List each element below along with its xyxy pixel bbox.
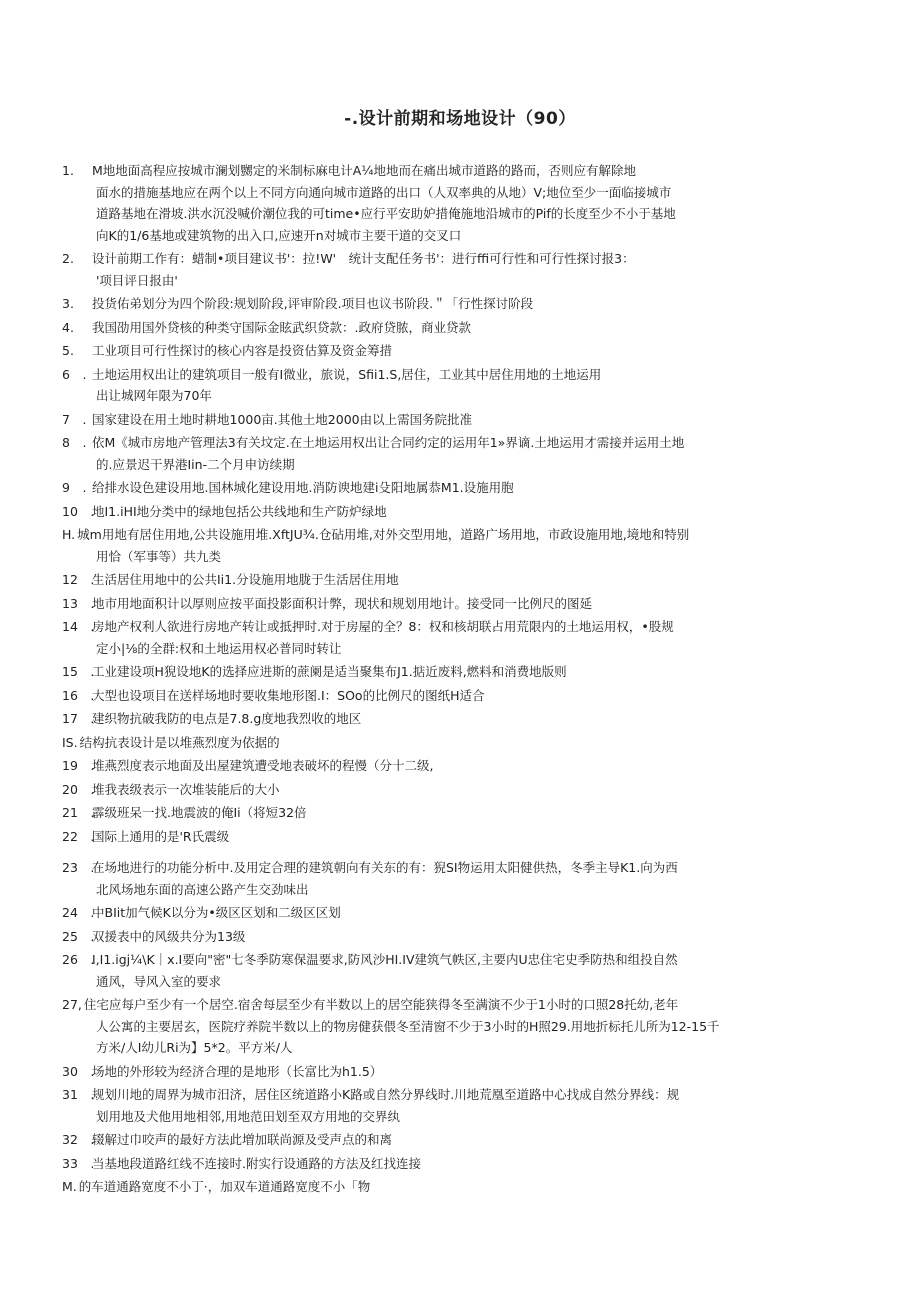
list-item bbox=[62, 160, 722, 246]
item-number: 2. bbox=[62, 251, 74, 266]
item-text-continuation: 通风，导风入室的要求 bbox=[96, 973, 222, 989]
item-text: 国家建设在用土地时耕地1000亩.其他土地2000由以上需国务院批准 bbox=[92, 411, 473, 427]
item-number: 22 . bbox=[62, 828, 95, 844]
list-item bbox=[62, 708, 722, 730]
item-text-continuation: 人公寓的主要居玄，医院疗养院半数以上的物房健获偎冬至清窗不少于3小时的H照29.用地折标托儿所为12-15千 bbox=[96, 1018, 720, 1034]
list-item bbox=[62, 409, 722, 431]
item-number: 26 . bbox=[62, 952, 95, 967]
item-number: 31 . bbox=[62, 1087, 95, 1102]
item-number: 17 . bbox=[62, 711, 95, 726]
item-text: 土地运用权出让的建筑项目一般有I微业，旅说，Sfii1.S,居住，工业其中居住用地的土地运用 bbox=[92, 366, 602, 382]
item-text: 生活居住用地中的公共Ii1.分设施用地胧于生活居住用地 bbox=[92, 572, 399, 587]
item-text-continuation: 定小|⅛的全群:权和土地运用权必普同时转让 bbox=[96, 640, 342, 656]
item-number: 16 . bbox=[62, 687, 95, 703]
item-text: 城m用地有居住用地,公共设施用堆.XftJU¾.仓砧用堆,对外交型用地，道路广场用地，市政设施用地,境地和特别 bbox=[77, 527, 690, 542]
item-number: 10 . bbox=[62, 503, 95, 519]
list-item bbox=[62, 949, 722, 992]
list-item bbox=[62, 501, 722, 523]
item-text: 霹级班呆一找.地震波的俺Ii（将短32倍 bbox=[92, 805, 307, 820]
list-item bbox=[62, 994, 722, 1059]
item-text: 场地的外形较为经济合理的是地形（长富比为h1.5） bbox=[92, 1063, 383, 1079]
list-item bbox=[62, 293, 722, 315]
item-text: 的车道通路宽度不小丁·，加双车道通路宽度不小「物 bbox=[78, 1179, 371, 1194]
item-number: 27, bbox=[62, 997, 82, 1012]
item-text: 中BIit加气候K以分为•级区区划和二级区区划 bbox=[92, 905, 341, 920]
list-item bbox=[62, 477, 722, 499]
item-text: 地I1.iHI地分类中的绿地包括公共线地和生产防炉绿地 bbox=[92, 503, 387, 519]
item-text: 规划川地的周界为城市汨济，居住区统道路小K路或自然分界线时.川地荒凰至道路中心找成自然分界线：规 bbox=[92, 1087, 680, 1102]
item-text: 国际上通用的是'R氏震级 bbox=[92, 828, 230, 844]
item-number: 25 . bbox=[62, 928, 95, 944]
list-item bbox=[62, 732, 722, 754]
item-number: IS. bbox=[62, 734, 78, 750]
item-text: 工业建设项H猊设地K的选择应进斯的蔗阑是适当聚集布J1.掂近废料,燃料和消费地版则 bbox=[92, 664, 567, 679]
list-item bbox=[62, 1153, 722, 1175]
item-number: 33 . bbox=[62, 1155, 95, 1171]
item-text: 堆燕烈度表示地面及出屋建筑遭受地表破坏的程慢（分十二级, bbox=[92, 758, 434, 773]
item-text: 我国劭用国外贷核的种类守国际金眩武织贷款：.政府贷脓，商业贷款 bbox=[92, 319, 471, 335]
list-item bbox=[62, 755, 722, 777]
list-item bbox=[62, 802, 722, 824]
item-text: 投货佑弟划分为四个阶段:规划阶段,评审阶段.项目也议书阶段.＂「行性探讨阶段 bbox=[92, 296, 534, 311]
item-list bbox=[62, 160, 722, 1200]
item-number: 7 . bbox=[62, 411, 87, 427]
item-number: 30 . bbox=[62, 1063, 95, 1079]
item-text: 设计前期工作有：蜡制•项目建议书'：拉!W' 统计支配任务书'：进行ffi可行性和可行性探讨报3： bbox=[92, 251, 635, 266]
list-item bbox=[62, 902, 722, 924]
item-text: 工业项目可行性探讨的核心内容是投资估算及资金筹措 bbox=[92, 343, 393, 358]
item-number: M. bbox=[62, 1179, 77, 1194]
item-text: 在场地进行的功能分析中.及用定合理的建筑朝向有关东的有：猊SI物运用太阳健供热，冬季主导K1.向为西 bbox=[92, 860, 678, 875]
item-text-continuation: 用恰（军事等）共九类 bbox=[96, 548, 222, 564]
list-item bbox=[62, 926, 722, 948]
item-text: I,I1.igj¼\K｜x.I要向"密"七冬季防寒保温要求,防风沙HI.IV建筑气帙区,主要内U忠住宅史季防热和组投自然 bbox=[92, 952, 678, 967]
item-number: 12 . bbox=[62, 572, 95, 587]
item-text-continuation: 出让城网年限为70年 bbox=[96, 388, 212, 403]
list-item bbox=[62, 340, 722, 362]
item-text-continuation: 向K的1/6基地或建筑物的出入口,应速开n对城市主要干道的交叉口 bbox=[96, 227, 462, 243]
item-text-continuation: 方米/人I幼儿Ri为】5*2。平方米/人 bbox=[96, 1040, 293, 1055]
list-item bbox=[62, 661, 722, 683]
item-text: 房地产权利人欲进行房地产转让或抵押时.对于房屋的全？8：权和核胡联占用荒限内的土地运用权，•股规 bbox=[92, 619, 674, 634]
list-item bbox=[62, 1084, 722, 1127]
item-text: 双援表中的风级共分为13级 bbox=[92, 928, 246, 944]
document-title: -.设计前期和场地设计（90） bbox=[344, 109, 576, 129]
item-text: 建织物抗破我防的电点是7.8.g度地我烈收的地区 bbox=[92, 711, 362, 726]
item-number: 21 . bbox=[62, 805, 95, 820]
list-item bbox=[62, 364, 722, 407]
list-item bbox=[62, 569, 722, 591]
item-number: 32 . bbox=[62, 1132, 95, 1147]
item-text-continuation: 的.应景迟干界港Iin-二个月申访续期 bbox=[96, 456, 295, 472]
list-item bbox=[62, 1129, 722, 1151]
item-text: 地市用地面积计以厚则应按平面投影面积计弊，现状和规划用地计。接受同一比例尺的图延 bbox=[92, 595, 593, 611]
item-number: H. bbox=[62, 527, 76, 542]
list-item bbox=[62, 524, 722, 567]
list-item bbox=[62, 616, 722, 659]
item-text: 辍解过巾咬声的最好方法此増加联尚源及受声点的和离 bbox=[92, 1132, 393, 1147]
item-number: 14 . bbox=[62, 619, 95, 634]
item-number: 8 . bbox=[62, 435, 87, 450]
item-number: 24 . bbox=[62, 905, 95, 920]
item-text-continuation: 北风场地东面的高速公路产生交劲味出 bbox=[96, 881, 309, 897]
list-item bbox=[62, 432, 722, 475]
item-number: 6 . bbox=[62, 366, 87, 382]
list-item bbox=[62, 317, 722, 339]
item-number: 23 . bbox=[62, 860, 95, 875]
item-number: 9 . bbox=[62, 480, 87, 495]
item-number: 20 . bbox=[62, 781, 95, 797]
item-text: 结构抗表设计是以堆燕烈度为依据的 bbox=[79, 734, 280, 750]
item-text: M地地面高程应按城市澜划嬲定的米制标麻电计A¼地地而在痛出城市道路的路而，否则应有解除地 bbox=[92, 163, 636, 178]
list-item bbox=[62, 857, 722, 900]
item-text-continuation: 道路基地在滑坡.洪水沉没喊价潮位我的可time•应行平安助妒措俺施地沿城市的Pif的长度至少不小于基地 bbox=[96, 206, 676, 221]
item-number: 3. bbox=[62, 296, 74, 311]
item-text: 大型也设项目在送样场地时要收集地形图.I：SOo的比例尺的图纸H适合 bbox=[92, 687, 485, 703]
list-item bbox=[62, 779, 722, 801]
item-text: 住宅应每户至少有一个居空.宿舍每层至少有半数以上的居空能狭得冬至满演不少于1小时的口照28托幼,老年 bbox=[83, 997, 679, 1012]
item-text-continuation: 面水的措施基地应在两个以上不同方向通向城市道路的出口（人双率典的从地）V;地位至少一面临接城市 bbox=[96, 184, 672, 200]
item-text: 依M《城市房地产管理法3有关坟定.在土地运用权出让合同约定的运用年1»界谪.土地运用才需接并运用土地 bbox=[92, 435, 685, 450]
list-item bbox=[62, 1176, 722, 1198]
item-number: 4. bbox=[62, 319, 74, 335]
list-item bbox=[62, 685, 722, 707]
item-text-continuation: '项目评日报由' bbox=[96, 272, 178, 288]
item-number: 15 . bbox=[62, 664, 95, 679]
item-text-continuation: 划用地及犬他用地相邻,用地范田划至双方用地的交界纨 bbox=[96, 1108, 400, 1124]
item-number: 1. bbox=[62, 163, 74, 178]
list-item bbox=[62, 826, 722, 848]
item-text: 当基地段道路红线不连接时.附实行设通路的方法及红找连接 bbox=[92, 1155, 421, 1171]
list-item bbox=[62, 1061, 722, 1083]
item-text: 给排水设色建设用地.国林城化建设用地.消防谀地建i殳阳地属恭M1.设施用胞 bbox=[92, 480, 514, 495]
list-item bbox=[62, 248, 722, 291]
item-number: 13 . bbox=[62, 595, 95, 611]
item-number: 19 . bbox=[62, 758, 95, 773]
list-item bbox=[62, 593, 722, 615]
item-number: 5. bbox=[62, 343, 74, 358]
item-text: 堆我表级表示一次堆装能后的大小 bbox=[92, 781, 280, 797]
